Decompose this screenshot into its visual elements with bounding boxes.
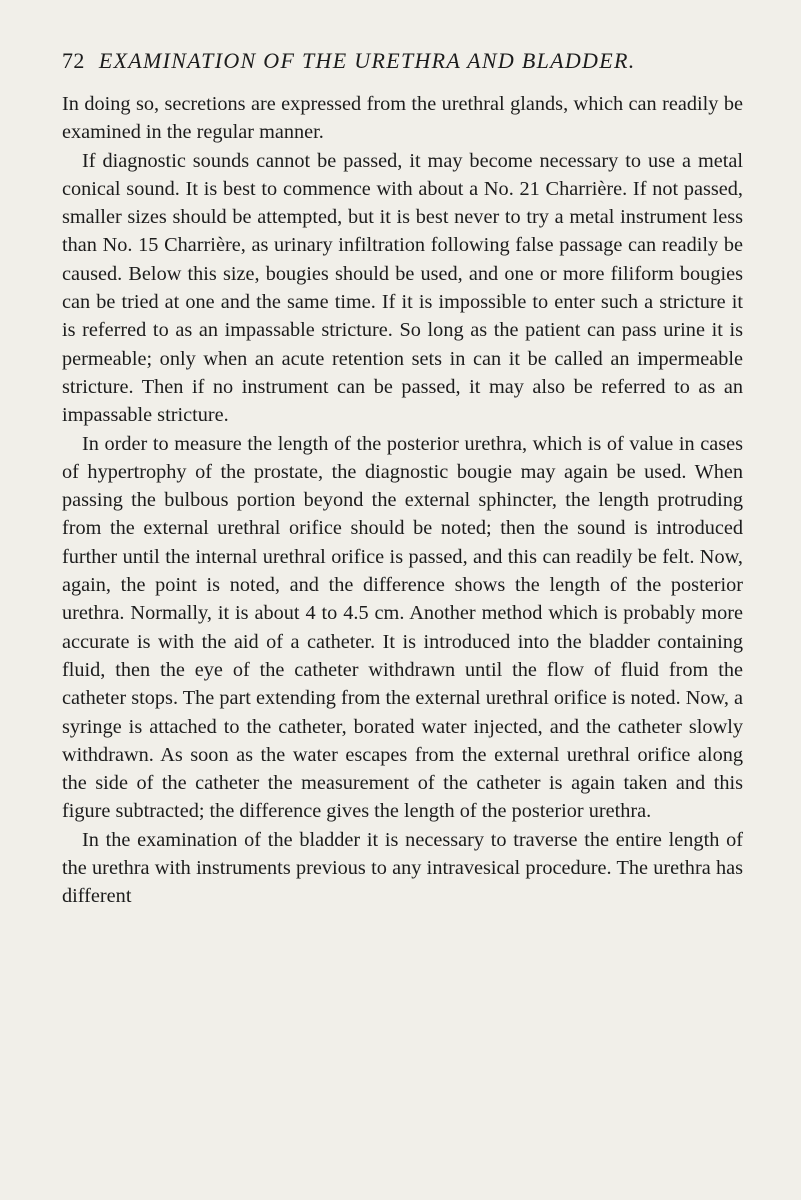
paragraph-3: In order to measure the length of the posterior urethra, which is of value in cases of hypertrophy of the prostate, the diagnostic bougie may again be used. When passing the bulbous portion beyond the external sphincter, the length protruding from the external urethral orifice should be noted; then the sound is introduced further until the internal urethral orifice is passed, and this can readily be felt. Now, again, the point is noted, and the difference shows the length of the posterior urethra. Normally, it is about 4 to 4.5 cm. Another method which is probably more accurate is with the aid of a catheter. It is introduced into the bladder containing fluid, then the eye of the catheter withdrawn until the flow of fluid from the catheter stops. The part extending from the external urethral orifice is noted. Now, a syringe is attached to the catheter, borated water injected, and the catheter slowly withdrawn. As soon as the water escapes from the external urethral orifice along the side of the catheter the measurement of the catheter is again taken and this figure subtracted; the difference gives the length of the posterior urethra.	[62, 432, 743, 823]
running-head	[62, 48, 743, 74]
paragraph-4: In the examination of the bladder it is necessary to traverse the entire length of the urethra with instruments previous to any intravesical procedure. The urethra has different	[62, 828, 743, 908]
paragraph-1: In doing so, secretions are expressed from the urethral glands, which can readily be examined in the regular manner.	[62, 93, 743, 144]
running-title: EXAMINATION OF THE URETHRA AND BLADDER.	[98, 48, 636, 73]
body-text	[62, 90, 743, 911]
page-number: 72	[62, 48, 85, 73]
paragraph-2: If diagnostic sounds cannot be passed, it may become necessary to use a metal conical sound. It is best to commence with about a No. 21 Charrière. If not passed, smaller sizes should be attempted, but it is best never to try a metal instrument less than No. 15 Charrière, as urinary infiltration following false passage can readily be caused. Below this size, bougies should be used, and one or more filiform bougies can be tried at one and the same time. If it is impossible to enter such a stricture it is referred to as an impassable stricture. So long as the patient can pass urine it is permeable; only when an acute retention sets in can it be called an impermeable stricture. Then if no instrument can be passed, it may also be referred to as an impassable stricture.	[62, 149, 743, 427]
